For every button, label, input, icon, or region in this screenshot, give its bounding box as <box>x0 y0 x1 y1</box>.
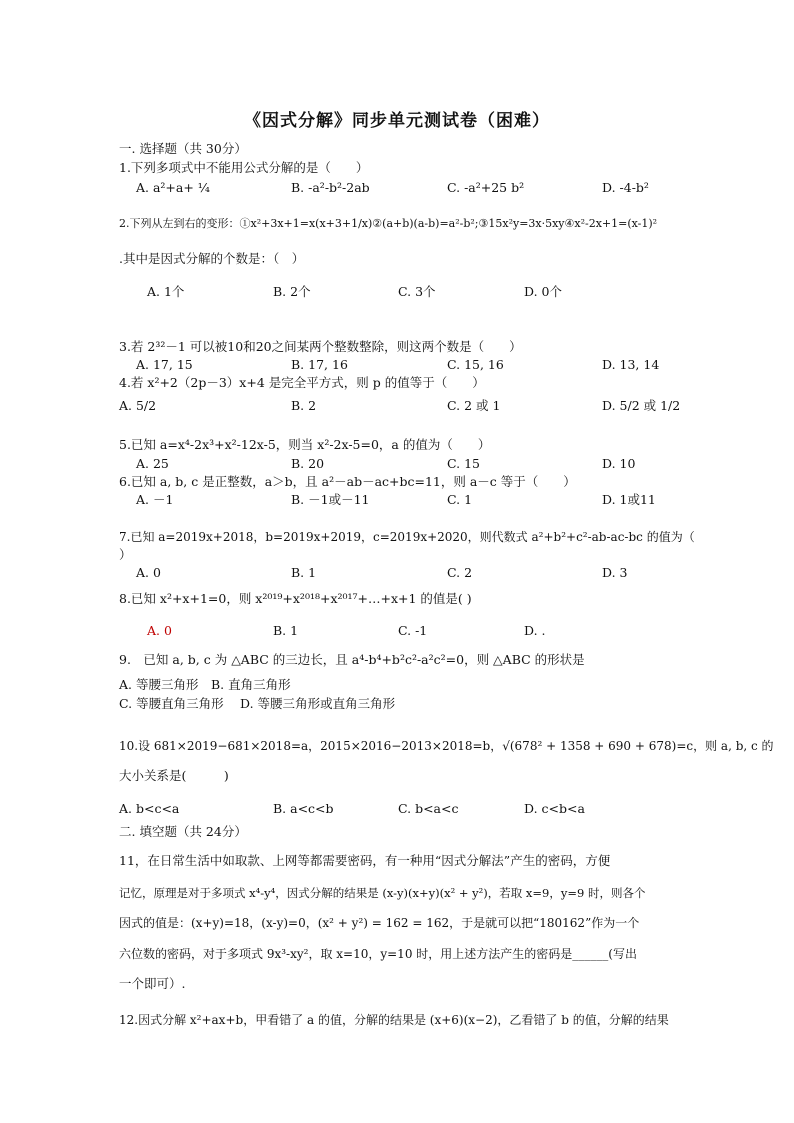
q3-option-b: B. 17, 16 <box>291 357 348 372</box>
q11-line-2: 记忆，原理是对于多项式 x⁴-y⁴，因式分解的结果是 (x-y)(x+y)(x² + y²)，若取 x=9，y=9 时，则各个 <box>119 886 646 900</box>
q8-option-d: D. . <box>524 623 546 638</box>
q5-option-b: B. 20 <box>291 456 325 471</box>
q6-option-d: D. 1或11 <box>602 492 656 507</box>
q7-stem: 7.已知 a=2019x+2018，b=2019x+2019，c=2019x+2020，则代数式 a²+b²+c²-ab-ac-bc 的值为（ <box>119 530 695 544</box>
q1-stem: 1.下列多项式中不能用公式分解的是（ ） <box>119 160 369 175</box>
q3-option-c: C. 15, 16 <box>447 357 504 372</box>
q1-option-a: A. a²+a+ ¼ <box>136 180 210 195</box>
q4-option-d: D. 5/2 或 1/2 <box>602 398 681 413</box>
q10-option-a: A. b<c<a <box>119 801 180 816</box>
q3-option-d: D. 13, 14 <box>602 357 660 372</box>
q6-option-a: A. －1 <box>136 492 174 507</box>
q12-line-1: 12.因式分解 x²+ax+b，甲看错了 a 的值，分解的结果是 (x+6)(x−2)，乙看错了 b 的值，分解的结果 <box>119 1013 669 1027</box>
q10-option-d: D. c<b<a <box>524 801 585 816</box>
q11-line-4: 六位数的密码，对于多项式 9x³-xy²，取 x=10，y=10 时，用上述方法产生的密码是______(写出 <box>119 947 637 961</box>
q7-stem-cont: ） <box>119 547 132 562</box>
q2-option-c: C. 3个 <box>398 284 436 299</box>
q11-line-3: 因式的值是：(x+y)=18，(x-y)=0，(x² + y²) = 162 = 162，于是就可以把“180162”作为一个 <box>119 916 640 930</box>
q4-stem: 4.若 x²+2（2p－3）x+4 是完全平方式，则 p 的值等于（ ） <box>119 375 485 390</box>
q4-option-b: B. 2 <box>291 398 317 413</box>
section-fill-heading: 二. 填空题（共 24分） <box>119 824 247 839</box>
q7-option-a: A. 0 <box>136 565 161 580</box>
q2-option-b: B. 2个 <box>273 284 311 299</box>
q5-option-a: A. 25 <box>136 456 169 471</box>
q5-option-c: C. 15 <box>447 456 480 471</box>
q10-option-c: C. b<a<c <box>398 801 459 816</box>
q8-option-a: A. 0 <box>147 623 172 638</box>
q6-stem: 6.已知 a, b, c 是正整数，a＞b，且 a²－ab－ac+bc=11，则 a－c 等于（ ） <box>119 474 576 489</box>
q3-option-a: A. 17, 15 <box>136 357 193 372</box>
q2-stem-cont: .其中是因式分解的个数是：（ ） <box>119 251 305 266</box>
q7-option-b: B. 1 <box>291 565 317 580</box>
q6-option-c: C. 1 <box>447 492 473 507</box>
q8-option-b: B. 1 <box>273 623 299 638</box>
q11-line-5: 一个即可）. <box>119 976 186 991</box>
page-title: 《因式分解》同步单元测试卷（困难） <box>244 111 550 131</box>
q2-stem: 2.下列从左到右的变形：①x²+3x+1=x(x+3+1/x)②(a+b)(a-b)=a²-b²;③15x²y=3x·5xy④x²-2x+1=(x-1)² <box>119 217 658 230</box>
q6-option-b: B. －1或－11 <box>291 492 370 507</box>
q2-option-a: A. 1个 <box>147 284 185 299</box>
q2-option-d: D. 0个 <box>524 284 562 299</box>
q11-line-1: 11，在日常生活中如取款、上网等都需要密码，有一种用“因式分解法”产生的密码，方便 <box>119 853 611 868</box>
q8-option-c: C. -1 <box>398 623 428 638</box>
q4-option-c: C. 2 或 1 <box>447 398 501 413</box>
q4-option-a: A. 5/2 <box>119 398 157 413</box>
q8-stem: 8.已知 x²+x+1=0，则 x²⁰¹⁹+x²⁰¹⁸+x²⁰¹⁷+…+x+1 的值是( ) <box>119 591 472 606</box>
q1-option-b: B. -a²-b²-2ab <box>291 180 370 195</box>
section-choice-heading: 一. 选择题（共 30分） <box>119 141 247 156</box>
q10-stem: 10.设 681×2019−681×2018=a，2015×2016−2013×2018=b，√(678² + 1358 + 690 + 678)=c，则 a, b, c 的 <box>119 739 774 753</box>
q1-option-c: C. -a²+25 b² <box>447 180 525 195</box>
q5-stem: 5.已知 a=x⁴-2x³+x²-12x-5，则当 x²-2x-5=0，a 的值为（ ） <box>119 437 491 452</box>
q10-stem-cont: 大小关系是( ) <box>119 768 229 783</box>
q10-option-b: B. a<c<b <box>273 801 334 816</box>
q3-stem: 3.若 2³²－1 可以被10和20之间某两个整数整除，则这两个数是（ ） <box>119 339 522 354</box>
q1-option-d: D. -4-b² <box>602 180 649 195</box>
q9-options-ab: A. 等腰三角形 B. 直角三角形 <box>119 677 291 692</box>
q9-options-cd: C. 等腰直角三角形 D. 等腰三角形或直角三角形 <box>119 696 396 711</box>
q7-option-d: D. 3 <box>602 565 628 580</box>
q5-option-d: D. 10 <box>602 456 636 471</box>
q7-option-c: C. 2 <box>447 565 473 580</box>
q9-stem: 9. 已知 a, b, c 为 △ABC 的三边长，且 a⁴-b⁴+b²c²-a²c²=0，则 △ABC 的形状是 <box>119 652 585 667</box>
